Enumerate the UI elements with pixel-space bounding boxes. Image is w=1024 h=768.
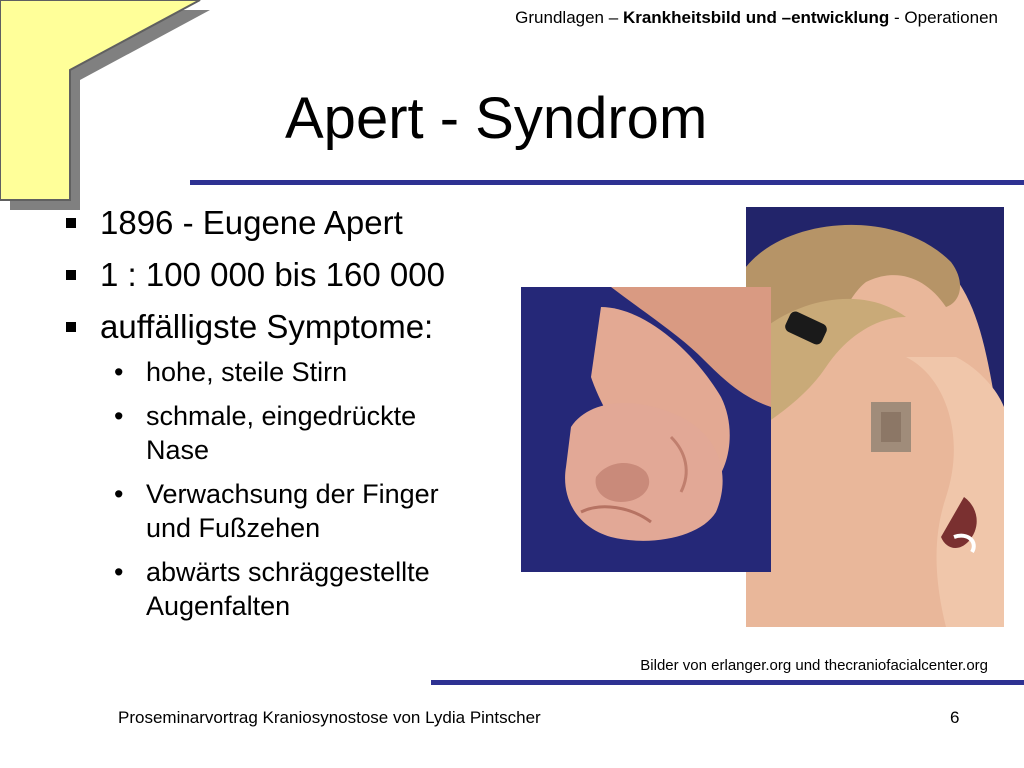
bullet-item: auffälligste Symptome: — [62, 307, 532, 347]
breadcrumb-current: Krankheitsbild und –entwicklung — [622, 8, 890, 27]
breadcrumb-suffix: - Operationen — [894, 8, 998, 27]
sub-bullet-line: • hohe, steile Stirn — [146, 357, 348, 387]
bullet-item: 1896 - Eugene Apert — [62, 203, 532, 243]
image-caption: Bilder von erlanger.org und thecraniofacialcenter.org — [640, 657, 988, 674]
sub-bullet-line: und Fußzehen — [146, 513, 321, 543]
page-number: 6 — [950, 708, 960, 727]
bullet-item: 1 : 100 000 bis 160 000 — [62, 255, 532, 295]
sub-bullet-item — [62, 555, 532, 623]
slide-title: Apert - Syndrom — [285, 86, 708, 151]
footer-presentation: Proseminarvortrag Kraniosynostose von Lydia Pintscher — [118, 708, 541, 727]
sub-bullet-line: Augenfalten — [146, 591, 291, 621]
sub-bullet-item — [62, 399, 532, 467]
sub-bullet-line: • Verwachsung der Finger — [146, 479, 439, 509]
sub-bullet-line: Nase — [146, 435, 210, 465]
corner-decoration — [0, 0, 230, 230]
sub-bullet-item — [62, 355, 532, 389]
hand-photo — [521, 287, 771, 572]
sub-bullet-item — [62, 477, 532, 545]
sub-bullet-list — [62, 355, 532, 623]
breadcrumb-prefix: Grundlagen – — [515, 8, 619, 27]
title-divider — [190, 180, 1024, 185]
child-profile-photo — [746, 207, 1004, 627]
footer-divider — [431, 680, 1024, 685]
sub-bullet-line: • schmale, eingedrückte — [146, 401, 417, 431]
bullet-list — [62, 203, 532, 633]
breadcrumb — [515, 8, 998, 28]
sub-bullet-line: • abwärts schräggestellte — [146, 557, 430, 587]
